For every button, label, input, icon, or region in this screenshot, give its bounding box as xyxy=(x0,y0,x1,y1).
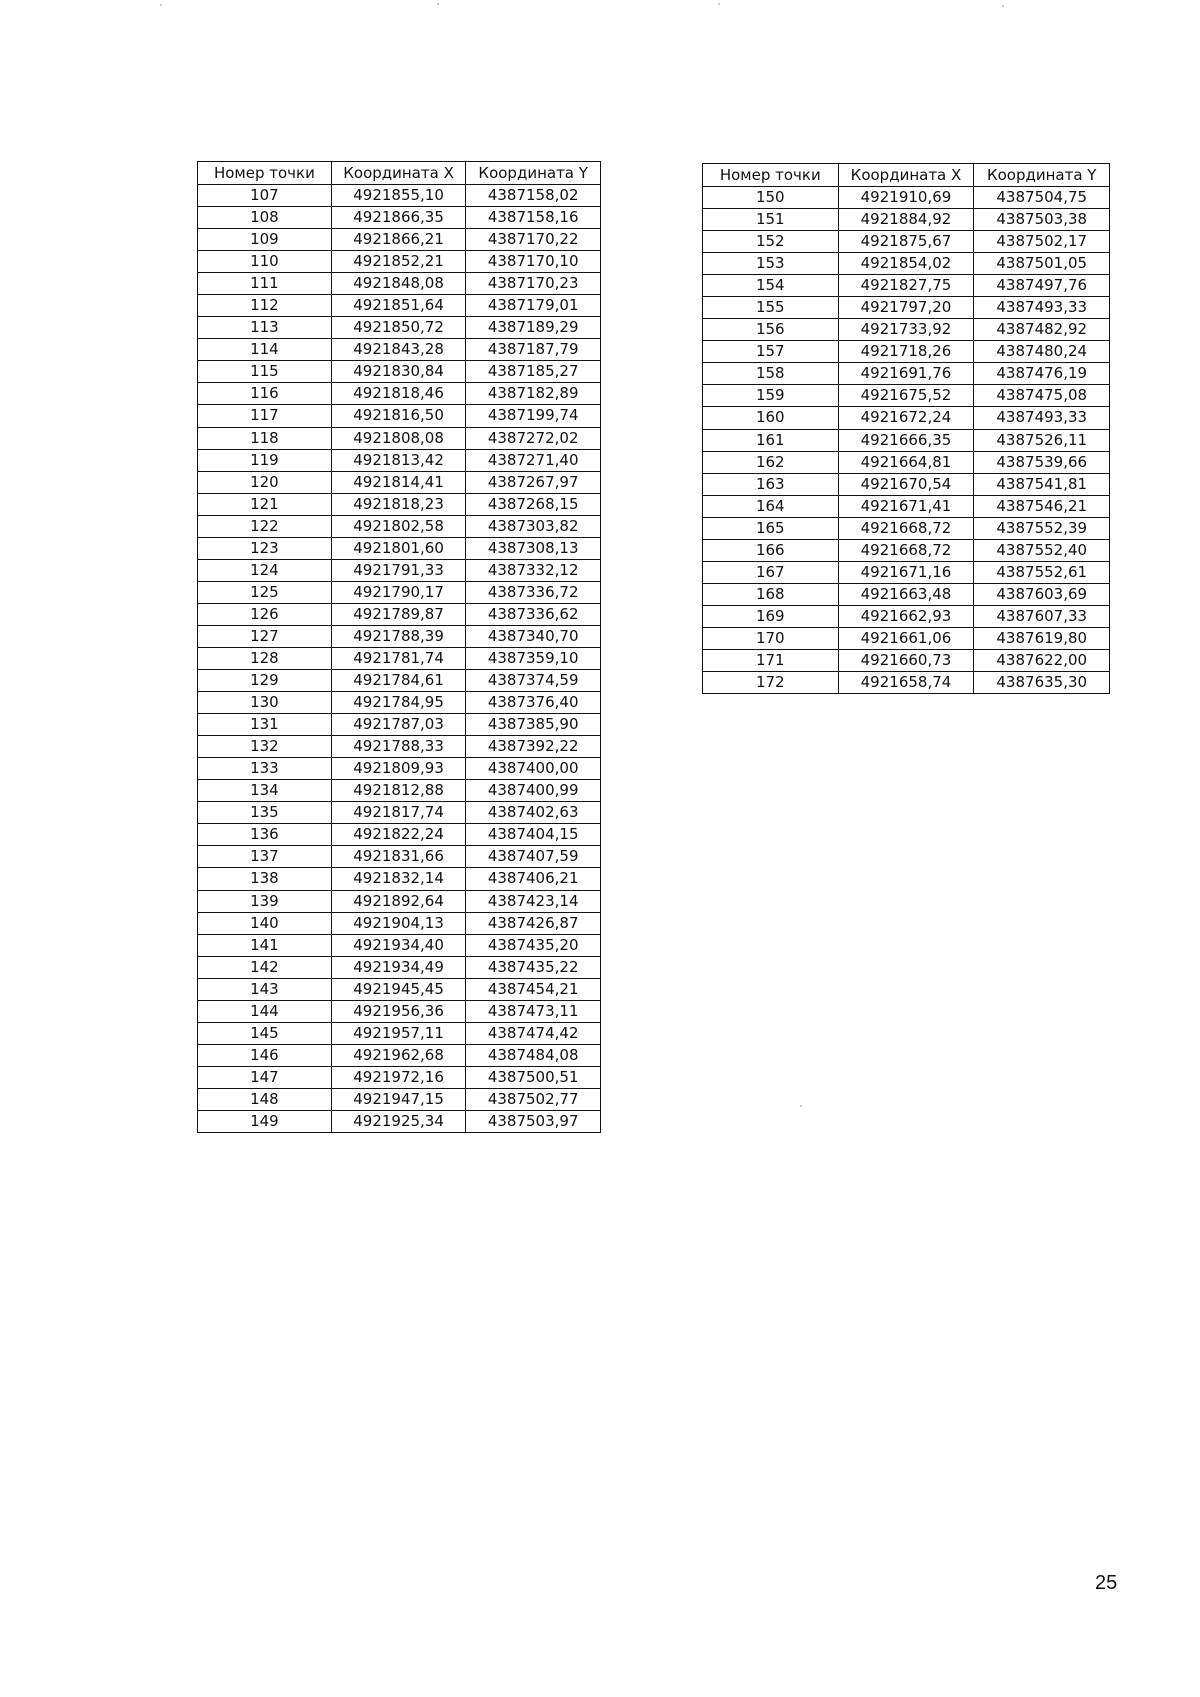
table-row xyxy=(198,229,601,251)
header-coordinate-y: Координата Y xyxy=(974,164,1110,187)
table-row xyxy=(198,802,601,824)
table-row xyxy=(703,209,1110,231)
point-number-cell: 160 xyxy=(703,407,839,429)
coordinate-y-cell: 4387435,22 xyxy=(466,956,601,978)
coordinate-x-cell: 4921852,21 xyxy=(331,251,466,273)
point-number-cell: 115 xyxy=(198,361,332,383)
coordinate-x-cell: 4921802,58 xyxy=(331,515,466,537)
point-number-cell: 109 xyxy=(198,229,332,251)
header-coordinate-x: Координата X xyxy=(838,164,974,187)
table-row xyxy=(198,1000,601,1022)
coordinate-x-cell: 4921691,76 xyxy=(838,363,974,385)
coordinate-y-cell: 4387484,08 xyxy=(466,1044,601,1066)
point-number-cell: 111 xyxy=(198,273,332,295)
table-row xyxy=(198,978,601,1000)
point-number-cell: 144 xyxy=(198,1000,332,1022)
coordinate-x-cell: 4921818,46 xyxy=(331,383,466,405)
point-number-cell: 146 xyxy=(198,1044,332,1066)
coordinate-y-cell: 4387359,10 xyxy=(466,647,601,669)
coordinate-y-cell: 4387400,99 xyxy=(466,780,601,802)
table-row xyxy=(703,473,1110,495)
coordinate-y-cell: 4387473,11 xyxy=(466,1000,601,1022)
point-number-cell: 127 xyxy=(198,625,332,647)
coordinate-y-cell: 4387493,33 xyxy=(974,297,1110,319)
coordinate-y-cell: 4387182,89 xyxy=(466,383,601,405)
coordinate-y-cell: 4387476,19 xyxy=(974,363,1110,385)
coordinate-y-cell: 4387158,02 xyxy=(466,185,601,207)
coordinate-y-cell: 4387189,29 xyxy=(466,317,601,339)
coordinate-y-cell: 4387158,16 xyxy=(466,207,601,229)
table-row xyxy=(198,559,601,581)
coordinate-x-cell: 4921822,24 xyxy=(331,824,466,846)
coordinate-x-cell: 4921962,68 xyxy=(331,1044,466,1066)
table-row xyxy=(198,692,601,714)
table-row xyxy=(198,890,601,912)
header-point-number: Номер точки xyxy=(703,164,839,187)
table-row xyxy=(703,341,1110,363)
coordinate-y-cell: 4387497,76 xyxy=(974,275,1110,297)
coordinate-y-cell: 4387376,40 xyxy=(466,692,601,714)
coordinate-y-cell: 4387603,69 xyxy=(974,583,1110,605)
coordinate-y-cell: 4387501,05 xyxy=(974,253,1110,275)
coordinate-y-cell: 4387607,33 xyxy=(974,605,1110,627)
point-number-cell: 108 xyxy=(198,207,332,229)
point-number-cell: 121 xyxy=(198,493,332,515)
point-number-cell: 166 xyxy=(703,539,839,561)
point-number-cell: 152 xyxy=(703,231,839,253)
coordinate-y-cell: 4387426,87 xyxy=(466,912,601,934)
coordinate-y-cell: 4387267,97 xyxy=(466,471,601,493)
coordinate-y-cell: 4387400,00 xyxy=(466,758,601,780)
point-number-cell: 137 xyxy=(198,846,332,868)
table-row xyxy=(198,1066,601,1088)
coordinate-x-cell: 4921812,88 xyxy=(331,780,466,802)
point-number-cell: 130 xyxy=(198,692,332,714)
coordinate-y-cell: 4387619,80 xyxy=(974,627,1110,649)
header-point-number: Номер точки xyxy=(198,162,332,185)
point-number-cell: 138 xyxy=(198,868,332,890)
coordinate-y-cell: 4387407,59 xyxy=(466,846,601,868)
coordinate-x-cell: 4921972,16 xyxy=(331,1066,466,1088)
point-number-cell: 148 xyxy=(198,1088,332,1110)
coordinate-x-cell: 4921670,54 xyxy=(838,473,974,495)
table-header-row xyxy=(198,162,601,185)
table-row xyxy=(198,537,601,559)
coordinate-x-cell: 4921818,23 xyxy=(331,493,466,515)
coordinate-y-cell: 4387502,17 xyxy=(974,231,1110,253)
point-number-cell: 158 xyxy=(703,363,839,385)
table-row xyxy=(198,295,601,317)
table-row xyxy=(198,273,601,295)
coordinate-y-cell: 4387385,90 xyxy=(466,714,601,736)
coordinate-y-cell: 4387503,97 xyxy=(466,1110,601,1132)
table-row xyxy=(703,627,1110,649)
coordinate-y-cell: 4387546,21 xyxy=(974,495,1110,517)
table-row xyxy=(703,672,1110,694)
coordinate-y-cell: 4387272,02 xyxy=(466,427,601,449)
point-number-cell: 156 xyxy=(703,319,839,341)
coordinate-y-cell: 4387170,23 xyxy=(466,273,601,295)
page-number: 25 xyxy=(1095,1572,1118,1594)
table-row xyxy=(198,383,601,405)
point-number-cell: 170 xyxy=(703,627,839,649)
point-number-cell: 171 xyxy=(703,649,839,671)
table-row xyxy=(198,670,601,692)
coordinate-y-cell: 4387187,79 xyxy=(466,339,601,361)
coordinate-x-cell: 4921671,41 xyxy=(838,495,974,517)
coordinate-y-cell: 4387475,08 xyxy=(974,385,1110,407)
scan-speck xyxy=(800,1105,802,1107)
coordinate-y-cell: 4387493,33 xyxy=(974,407,1110,429)
table-row xyxy=(198,317,601,339)
coordinate-x-cell: 4921788,39 xyxy=(331,625,466,647)
table-row xyxy=(198,846,601,868)
table-row xyxy=(198,1110,601,1132)
header-coordinate-y: Координата Y xyxy=(466,162,601,185)
coordinate-x-cell: 4921787,03 xyxy=(331,714,466,736)
point-number-cell: 126 xyxy=(198,603,332,625)
coordinate-x-cell: 4921784,95 xyxy=(331,692,466,714)
coordinate-x-cell: 4921892,64 xyxy=(331,890,466,912)
point-number-cell: 110 xyxy=(198,251,332,273)
coordinate-y-cell: 4387526,11 xyxy=(974,429,1110,451)
coordinate-x-cell: 4921854,02 xyxy=(838,253,974,275)
coordinate-x-cell: 4921848,08 xyxy=(331,273,466,295)
coordinate-y-cell: 4387185,27 xyxy=(466,361,601,383)
coordinate-x-cell: 4921816,50 xyxy=(331,405,466,427)
point-number-cell: 132 xyxy=(198,736,332,758)
coordinate-x-cell: 4921808,08 xyxy=(331,427,466,449)
point-number-cell: 139 xyxy=(198,890,332,912)
table-row xyxy=(703,253,1110,275)
table-row xyxy=(198,449,601,471)
coordinate-y-cell: 4387332,12 xyxy=(466,559,601,581)
table-row xyxy=(703,385,1110,407)
coordinate-x-cell: 4921855,10 xyxy=(331,185,466,207)
coordinate-x-cell: 4921830,84 xyxy=(331,361,466,383)
coordinate-x-cell: 4921831,66 xyxy=(331,846,466,868)
table-row xyxy=(703,495,1110,517)
table-row xyxy=(198,912,601,934)
table-header-row xyxy=(703,164,1110,187)
point-number-cell: 161 xyxy=(703,429,839,451)
coordinate-x-cell: 4921904,13 xyxy=(331,912,466,934)
coordinate-x-cell: 4921884,92 xyxy=(838,209,974,231)
table-row xyxy=(198,824,601,846)
coordinate-x-cell: 4921791,33 xyxy=(331,559,466,581)
coordinate-x-cell: 4921957,11 xyxy=(331,1022,466,1044)
point-number-cell: 142 xyxy=(198,956,332,978)
point-number-cell: 136 xyxy=(198,824,332,846)
point-number-cell: 131 xyxy=(198,714,332,736)
coordinate-y-cell: 4387552,39 xyxy=(974,517,1110,539)
point-number-cell: 116 xyxy=(198,383,332,405)
table-row xyxy=(703,275,1110,297)
coordinate-y-cell: 4387541,81 xyxy=(974,473,1110,495)
table-row xyxy=(703,319,1110,341)
coordinate-x-cell: 4921790,17 xyxy=(331,581,466,603)
table-row xyxy=(703,187,1110,209)
coordinate-y-cell: 4387303,82 xyxy=(466,515,601,537)
coordinate-y-cell: 4387474,42 xyxy=(466,1022,601,1044)
coordinate-y-cell: 4387454,21 xyxy=(466,978,601,1000)
coordinate-x-cell: 4921956,36 xyxy=(331,1000,466,1022)
table-row xyxy=(703,539,1110,561)
table-row xyxy=(198,780,601,802)
point-number-cell: 140 xyxy=(198,912,332,934)
point-number-cell: 128 xyxy=(198,647,332,669)
table-row xyxy=(703,451,1110,473)
coordinate-y-cell: 4387502,77 xyxy=(466,1088,601,1110)
point-number-cell: 143 xyxy=(198,978,332,1000)
point-number-cell: 167 xyxy=(703,561,839,583)
table-row xyxy=(198,185,601,207)
coordinate-y-cell: 4387199,74 xyxy=(466,405,601,427)
point-number-cell: 141 xyxy=(198,934,332,956)
coordinates-table-right xyxy=(702,163,1110,694)
coordinate-x-cell: 4921666,35 xyxy=(838,429,974,451)
table-row xyxy=(198,251,601,273)
coordinate-x-cell: 4921813,42 xyxy=(331,449,466,471)
scan-speck xyxy=(160,4,162,6)
coordinate-x-cell: 4921947,15 xyxy=(331,1088,466,1110)
point-number-cell: 129 xyxy=(198,670,332,692)
scan-speck xyxy=(437,3,439,5)
coordinate-x-cell: 4921658,74 xyxy=(838,672,974,694)
table-row xyxy=(198,1022,601,1044)
coordinate-y-cell: 4387539,66 xyxy=(974,451,1110,473)
point-number-cell: 165 xyxy=(703,517,839,539)
point-number-cell: 113 xyxy=(198,317,332,339)
coordinate-x-cell: 4921832,14 xyxy=(331,868,466,890)
coordinate-y-cell: 4387179,01 xyxy=(466,295,601,317)
point-number-cell: 153 xyxy=(703,253,839,275)
coordinate-x-cell: 4921784,61 xyxy=(331,670,466,692)
table-row xyxy=(703,297,1110,319)
point-number-cell: 125 xyxy=(198,581,332,603)
point-number-cell: 149 xyxy=(198,1110,332,1132)
point-number-cell: 164 xyxy=(703,495,839,517)
coordinate-x-cell: 4921843,28 xyxy=(331,339,466,361)
table-row xyxy=(703,517,1110,539)
coordinate-x-cell: 4921875,67 xyxy=(838,231,974,253)
table-row xyxy=(703,583,1110,605)
table-row xyxy=(198,736,601,758)
point-number-cell: 147 xyxy=(198,1066,332,1088)
table-row xyxy=(198,868,601,890)
coordinate-x-cell: 4921925,34 xyxy=(331,1110,466,1132)
point-number-cell: 162 xyxy=(703,451,839,473)
table-row xyxy=(198,1088,601,1110)
coordinate-x-cell: 4921660,73 xyxy=(838,649,974,671)
coordinate-y-cell: 4387406,21 xyxy=(466,868,601,890)
table-row xyxy=(198,493,601,515)
table-row xyxy=(703,561,1110,583)
coordinate-x-cell: 4921662,93 xyxy=(838,605,974,627)
coordinate-x-cell: 4921910,69 xyxy=(838,187,974,209)
point-number-cell: 133 xyxy=(198,758,332,780)
coordinate-y-cell: 4387552,61 xyxy=(974,561,1110,583)
coordinate-y-cell: 4387635,30 xyxy=(974,672,1110,694)
coordinates-table-left xyxy=(197,161,601,1133)
coordinate-y-cell: 4387336,72 xyxy=(466,581,601,603)
point-number-cell: 107 xyxy=(198,185,332,207)
coordinate-y-cell: 4387500,51 xyxy=(466,1066,601,1088)
coordinate-y-cell: 4387402,63 xyxy=(466,802,601,824)
table-row xyxy=(198,603,601,625)
scan-speck xyxy=(1002,5,1004,7)
table-row xyxy=(703,605,1110,627)
coordinate-x-cell: 4921671,16 xyxy=(838,561,974,583)
coordinate-x-cell: 4921866,35 xyxy=(331,207,466,229)
coordinate-y-cell: 4387170,10 xyxy=(466,251,601,273)
point-number-cell: 134 xyxy=(198,780,332,802)
coordinate-x-cell: 4921934,40 xyxy=(331,934,466,956)
coordinate-x-cell: 4921733,92 xyxy=(838,319,974,341)
table-row xyxy=(198,361,601,383)
coordinate-x-cell: 4921814,41 xyxy=(331,471,466,493)
table-row xyxy=(198,471,601,493)
coordinate-x-cell: 4921809,93 xyxy=(331,758,466,780)
table-row xyxy=(198,207,601,229)
coordinate-y-cell: 4387392,22 xyxy=(466,736,601,758)
coordinate-y-cell: 4387271,40 xyxy=(466,449,601,471)
coordinate-x-cell: 4921672,24 xyxy=(838,407,974,429)
coordinate-x-cell: 4921827,75 xyxy=(838,275,974,297)
coordinate-x-cell: 4921801,60 xyxy=(331,537,466,559)
coordinate-x-cell: 4921675,52 xyxy=(838,385,974,407)
table-row xyxy=(198,625,601,647)
coordinate-x-cell: 4921664,81 xyxy=(838,451,974,473)
coordinate-y-cell: 4387503,38 xyxy=(974,209,1110,231)
table-row xyxy=(198,714,601,736)
coordinate-x-cell: 4921817,74 xyxy=(331,802,466,824)
coordinate-x-cell: 4921850,72 xyxy=(331,317,466,339)
point-number-cell: 157 xyxy=(703,341,839,363)
coordinate-y-cell: 4387482,92 xyxy=(974,319,1110,341)
coordinate-y-cell: 4387374,59 xyxy=(466,670,601,692)
coordinate-x-cell: 4921781,74 xyxy=(331,647,466,669)
coordinate-x-cell: 4921851,64 xyxy=(331,295,466,317)
point-number-cell: 135 xyxy=(198,802,332,824)
coordinate-y-cell: 4387480,24 xyxy=(974,341,1110,363)
point-number-cell: 124 xyxy=(198,559,332,581)
coordinate-y-cell: 4387170,22 xyxy=(466,229,601,251)
table-row xyxy=(198,515,601,537)
table-row xyxy=(198,647,601,669)
point-number-cell: 150 xyxy=(703,187,839,209)
point-number-cell: 120 xyxy=(198,471,332,493)
coordinate-x-cell: 4921668,72 xyxy=(838,539,974,561)
point-number-cell: 112 xyxy=(198,295,332,317)
table-row xyxy=(198,581,601,603)
coordinate-x-cell: 4921934,49 xyxy=(331,956,466,978)
coordinate-y-cell: 4387423,14 xyxy=(466,890,601,912)
coordinate-x-cell: 4921945,45 xyxy=(331,978,466,1000)
point-number-cell: 159 xyxy=(703,385,839,407)
coordinate-y-cell: 4387435,20 xyxy=(466,934,601,956)
header-coordinate-x: Координата X xyxy=(331,162,466,185)
coordinate-y-cell: 4387336,62 xyxy=(466,603,601,625)
table-row xyxy=(703,363,1110,385)
table-row xyxy=(198,934,601,956)
coordinate-y-cell: 4387622,00 xyxy=(974,649,1110,671)
coordinate-x-cell: 4921718,26 xyxy=(838,341,974,363)
point-number-cell: 118 xyxy=(198,427,332,449)
coordinate-y-cell: 4387404,15 xyxy=(466,824,601,846)
point-number-cell: 145 xyxy=(198,1022,332,1044)
coordinate-y-cell: 4387308,13 xyxy=(466,537,601,559)
point-number-cell: 172 xyxy=(703,672,839,694)
point-number-cell: 117 xyxy=(198,405,332,427)
point-number-cell: 151 xyxy=(703,209,839,231)
coordinate-x-cell: 4921788,33 xyxy=(331,736,466,758)
table-row xyxy=(198,758,601,780)
table-row xyxy=(198,1044,601,1066)
table-row xyxy=(703,231,1110,253)
point-number-cell: 168 xyxy=(703,583,839,605)
coordinate-x-cell: 4921663,48 xyxy=(838,583,974,605)
coordinate-x-cell: 4921866,21 xyxy=(331,229,466,251)
point-number-cell: 169 xyxy=(703,605,839,627)
coordinate-x-cell: 4921797,20 xyxy=(838,297,974,319)
coordinate-y-cell: 4387552,40 xyxy=(974,539,1110,561)
table-row xyxy=(198,339,601,361)
point-number-cell: 154 xyxy=(703,275,839,297)
scan-speck xyxy=(718,3,720,5)
table-row xyxy=(198,956,601,978)
point-number-cell: 114 xyxy=(198,339,332,361)
table-row xyxy=(198,427,601,449)
coordinate-y-cell: 4387504,75 xyxy=(974,187,1110,209)
coordinate-y-cell: 4387268,15 xyxy=(466,493,601,515)
coordinate-y-cell: 4387340,70 xyxy=(466,625,601,647)
table-row xyxy=(198,405,601,427)
coordinate-x-cell: 4921789,87 xyxy=(331,603,466,625)
table-row xyxy=(703,407,1110,429)
table-row xyxy=(703,429,1110,451)
coordinate-x-cell: 4921668,72 xyxy=(838,517,974,539)
point-number-cell: 122 xyxy=(198,515,332,537)
coordinate-x-cell: 4921661,06 xyxy=(838,627,974,649)
table-row xyxy=(703,649,1110,671)
point-number-cell: 119 xyxy=(198,449,332,471)
point-number-cell: 123 xyxy=(198,537,332,559)
point-number-cell: 155 xyxy=(703,297,839,319)
point-number-cell: 163 xyxy=(703,473,839,495)
